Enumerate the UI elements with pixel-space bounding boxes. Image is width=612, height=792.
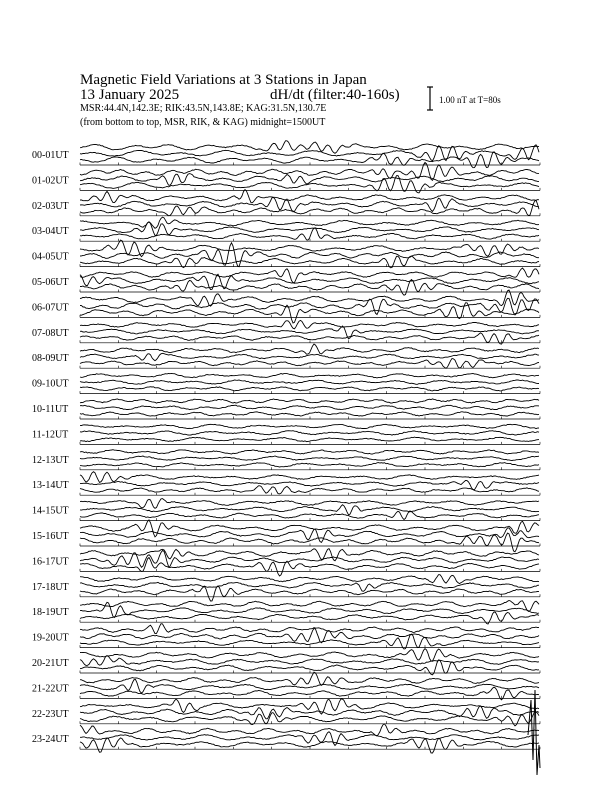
station-trace-kag bbox=[80, 724, 539, 736]
station-trace-kag bbox=[80, 373, 539, 378]
station-trace-rik bbox=[80, 431, 539, 435]
station-trace-rik bbox=[80, 353, 539, 360]
hour-label: 03-04UT bbox=[32, 226, 69, 238]
station-trace-msr bbox=[80, 387, 539, 391]
station-trace-msr bbox=[80, 200, 539, 216]
scale-bar bbox=[427, 87, 433, 110]
station-trace-kag bbox=[80, 624, 539, 634]
trace-order-note: (from bottom to top, MSR, RIK, & KAG) midnight=1500UT bbox=[80, 117, 326, 128]
hour-label: 06-07UT bbox=[32, 302, 69, 314]
hour-row bbox=[32, 472, 540, 496]
station-trace-kag bbox=[80, 190, 539, 203]
hour-row bbox=[32, 399, 540, 419]
hour-row bbox=[32, 320, 540, 344]
chart-title: Magnetic Field Variations at 3 Stations in Japan bbox=[80, 72, 367, 88]
station-trace-msr bbox=[80, 738, 539, 753]
station-trace-kag bbox=[80, 217, 539, 228]
hour-label: 21-22UT bbox=[32, 683, 69, 695]
hour-row bbox=[32, 290, 540, 323]
hour-row bbox=[32, 450, 540, 470]
hour-label: 09-10UT bbox=[32, 378, 69, 390]
station-trace-msr bbox=[80, 463, 539, 467]
hour-row bbox=[32, 424, 540, 444]
hour-label: 12-13UT bbox=[32, 454, 69, 466]
station-trace-kag bbox=[80, 344, 539, 354]
station-trace-kag bbox=[80, 499, 539, 509]
quantity-label: dH/dt (filter:40-160s) bbox=[270, 87, 400, 103]
station-trace-msr bbox=[80, 280, 539, 296]
hour-row bbox=[32, 344, 540, 368]
station-trace-msr bbox=[80, 228, 539, 240]
hour-label: 13-14UT bbox=[32, 480, 69, 492]
hour-row bbox=[32, 141, 540, 168]
station-trace-msr bbox=[80, 511, 539, 519]
station-trace-msr bbox=[80, 412, 539, 416]
hour-row bbox=[32, 624, 540, 649]
station-coordinates: MSR:44.4N,142.3E; RIK:43.5N,143.8E; KAG:31.5N,130.7E bbox=[80, 103, 327, 114]
end-spike-trace bbox=[528, 690, 540, 775]
hour-label: 00-01UT bbox=[32, 150, 69, 161]
station-trace-kag bbox=[80, 601, 539, 612]
scale-bar-label: 1.00 nT at T=80s bbox=[439, 95, 501, 105]
hour-label: 17-18UT bbox=[32, 581, 69, 593]
hour-label: 22-23UT bbox=[32, 708, 69, 720]
hour-label: 18-19UT bbox=[32, 607, 69, 619]
hour-label: 05-06UT bbox=[32, 277, 69, 288]
station-trace-msr bbox=[80, 256, 539, 268]
station-trace-msr bbox=[80, 687, 539, 700]
hour-row bbox=[32, 373, 540, 393]
hour-row bbox=[32, 162, 540, 193]
hour-label: 10-11UT bbox=[32, 404, 69, 415]
hour-row bbox=[32, 549, 540, 576]
station-trace-kag bbox=[80, 450, 539, 454]
station-trace-kag bbox=[80, 320, 539, 328]
station-trace-rik bbox=[80, 380, 539, 384]
hour-label: 19-20UT bbox=[32, 632, 69, 644]
station-trace-msr bbox=[80, 486, 539, 494]
hour-row bbox=[32, 217, 540, 241]
hour-label: 23-24UT bbox=[32, 734, 69, 746]
station-trace-msr bbox=[80, 333, 539, 344]
station-trace-rik bbox=[80, 656, 539, 666]
station-trace-kag bbox=[80, 424, 539, 428]
date-label: 13 January 2025 bbox=[80, 87, 180, 103]
station-trace-kag bbox=[80, 575, 539, 584]
hour-row bbox=[32, 649, 540, 675]
station-trace-msr bbox=[80, 586, 539, 601]
hour-row bbox=[32, 724, 540, 753]
station-trace-rik bbox=[80, 405, 539, 409]
station-trace-kag bbox=[80, 472, 539, 483]
hour-label: 15-16UT bbox=[32, 531, 69, 542]
hour-label: 11-12UT bbox=[32, 429, 69, 441]
hour-row bbox=[32, 672, 540, 700]
hour-row bbox=[32, 268, 540, 295]
hour-label: 07-08UT bbox=[32, 327, 69, 339]
station-trace-msr bbox=[80, 437, 539, 442]
station-trace-kag bbox=[80, 649, 539, 661]
hour-row bbox=[32, 499, 540, 521]
station-trace-msr bbox=[80, 533, 539, 552]
hour-row bbox=[32, 190, 540, 216]
hour-row bbox=[32, 575, 540, 601]
hour-row bbox=[32, 520, 540, 552]
hour-label: 04-05UT bbox=[32, 251, 69, 263]
station-trace-rik bbox=[80, 456, 539, 461]
station-trace-kag bbox=[80, 672, 539, 685]
hour-row bbox=[32, 601, 540, 625]
hour-label: 16-17UT bbox=[32, 556, 69, 568]
station-trace-kag bbox=[80, 399, 539, 403]
hour-row bbox=[32, 240, 540, 268]
hour-row bbox=[32, 699, 540, 726]
hour-label: 02-03UT bbox=[32, 200, 69, 212]
station-trace-msr bbox=[80, 359, 539, 369]
station-trace-msr bbox=[80, 660, 539, 675]
station-trace-rik bbox=[80, 505, 539, 515]
hour-label: 14-15UT bbox=[32, 505, 69, 517]
hour-label: 01-02UT bbox=[32, 175, 69, 187]
station-trace-rik bbox=[80, 582, 539, 591]
hour-label: 20-21UT bbox=[32, 658, 69, 669]
hour-label: 08-09UT bbox=[32, 353, 69, 365]
